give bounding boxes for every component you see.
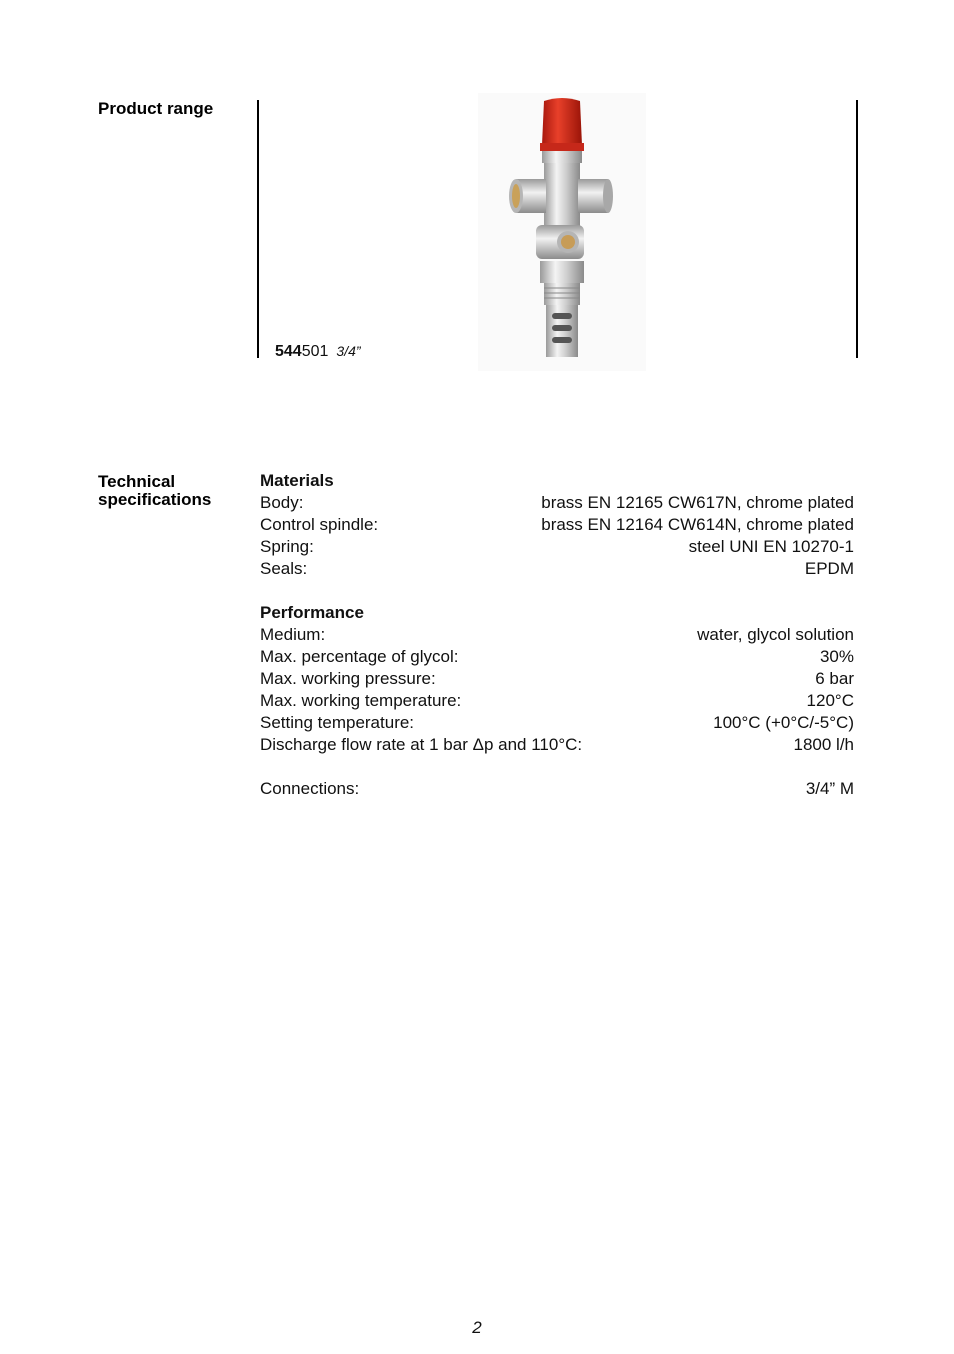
spec-label: Max. working temperature: [260,691,462,710]
product-range-title: Product range [98,99,214,118]
spec-row [260,514,854,536]
spec-row [260,492,854,514]
performance-heading: Performance [260,603,364,622]
spec-value: 3/4” M [805,779,854,798]
spec-label: Seals: [260,559,308,578]
spec-table [260,470,854,800]
left-rule [257,100,259,358]
spec-value: 6 bar [815,669,854,688]
spec-row [260,690,854,712]
spec-label: Setting temperature: [260,713,415,732]
spec-row [260,558,854,580]
spec-label: Spring: [260,537,314,556]
product-code-bold: 544 [275,343,302,360]
right-rule [856,100,858,358]
spec-value: water, glycol solution [697,625,854,644]
spec-value: 30% [819,647,854,666]
spec-label: Control spindle: [260,515,379,534]
technical-title [98,473,211,509]
spec-value: 100°C (+0°C/-5°C) [713,713,854,732]
spec-row [260,646,854,668]
spec-value: 120°C [806,691,854,710]
spec-value: brass EN 12165 CW617N, chrome plated [541,493,854,512]
spec-row [260,712,854,734]
spec-row [260,668,854,690]
spec-label: Max. working pressure: [260,669,436,688]
spec-label: Max. percentage of glycol: [260,647,459,666]
spec-value: EPDM [804,559,854,578]
technical-title-line1: Technical [98,472,176,491]
spec-value: 1800 l/h [793,735,854,754]
technical-title-line2: specifications [98,490,212,509]
safety-valve-image [478,93,646,371]
spec-label: Discharge flow rate at 1 bar Δp and 110°C: [260,735,583,754]
spec-label: Connections: [260,779,360,798]
spec-row [260,778,854,800]
product-size: 3/4” [336,343,361,359]
spec-value: brass EN 12164 CW614N, chrome plated [541,515,854,534]
materials-heading: Materials [260,471,334,490]
spec-row [260,734,854,756]
product-code [275,343,361,361]
spec-value: steel UNI EN 10270-1 [688,537,854,556]
product-code-rest: 501 [301,343,329,360]
spec-label: Medium: [260,625,326,644]
spec-label: Body: [260,493,304,512]
spec-row [260,536,854,558]
spec-row [260,624,854,646]
page-number: 2 [472,1318,482,1337]
